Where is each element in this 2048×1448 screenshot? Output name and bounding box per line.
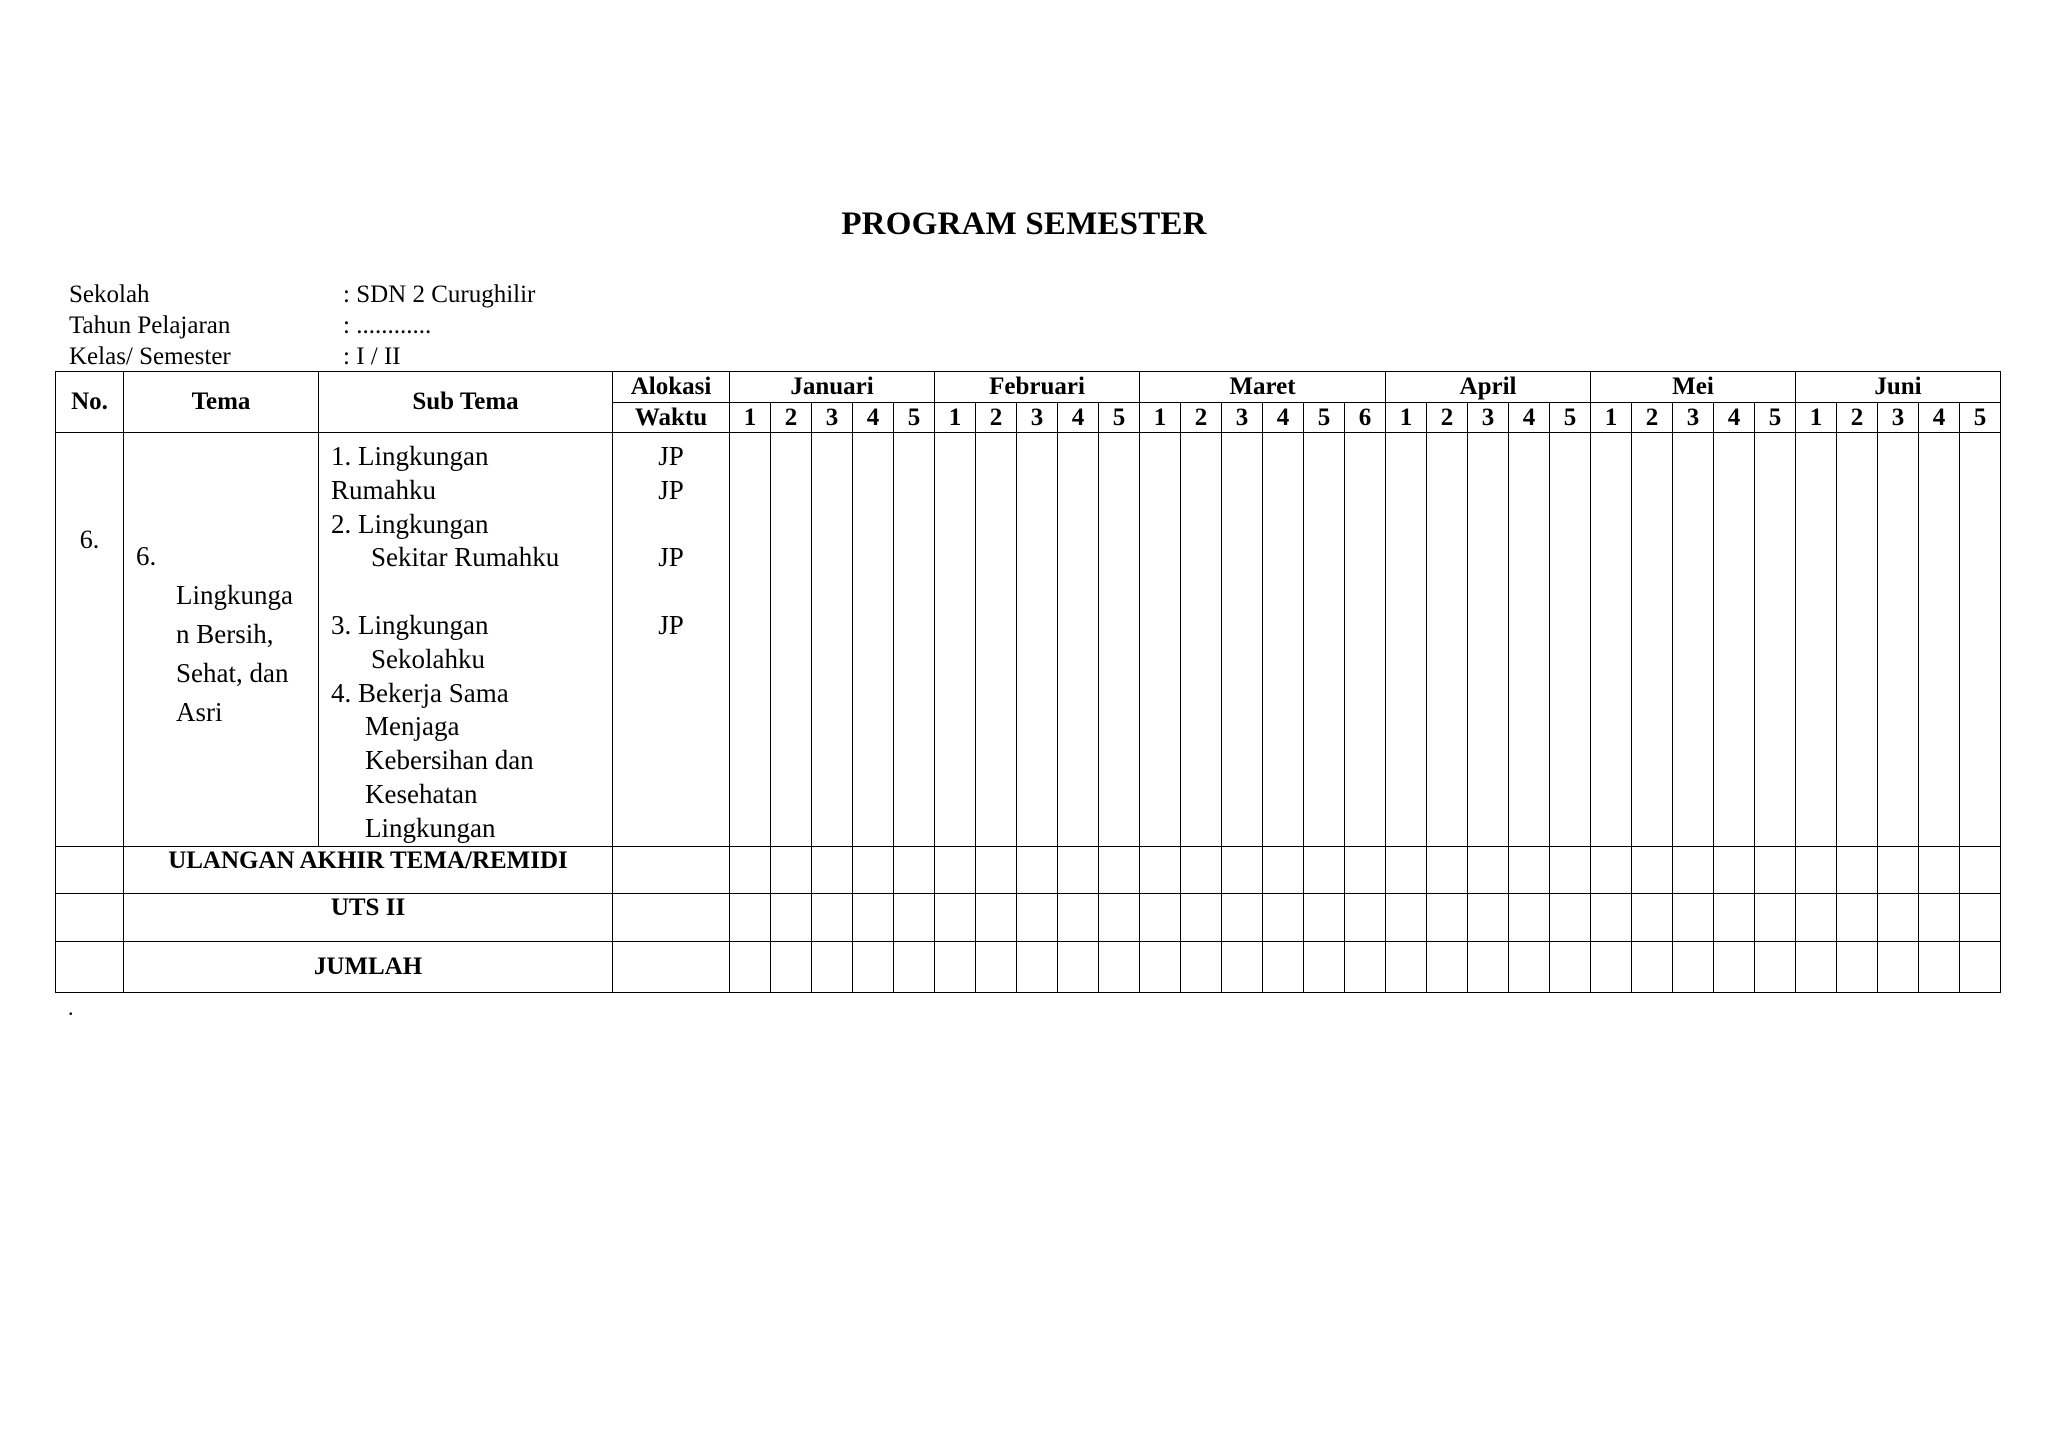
week-number: 6	[1345, 403, 1386, 433]
empty-cell	[613, 893, 730, 941]
week-cell[interactable]	[853, 941, 894, 992]
week-number: 3	[1878, 403, 1919, 433]
week-cell[interactable]	[1796, 893, 1837, 941]
week-number: 1	[1796, 403, 1837, 433]
sub-theme-cell	[319, 433, 613, 847]
header-sub-tema: Sub Tema	[319, 372, 613, 433]
week-cell[interactable]	[935, 893, 976, 941]
week-cell[interactable]	[976, 846, 1017, 893]
info-label: Kelas/ Semester	[69, 343, 231, 370]
week-cell[interactable]	[1427, 846, 1468, 893]
week-cell[interactable]	[1345, 433, 1386, 847]
week-cell[interactable]	[1222, 433, 1263, 847]
week-cell[interactable]	[853, 433, 894, 847]
sub-theme-line: 3. Lingkungan	[331, 609, 489, 640]
week-cell[interactable]	[894, 433, 935, 847]
week-cell[interactable]	[1632, 846, 1673, 893]
header-month: Maret	[1140, 372, 1386, 403]
summary-label: JUMLAH	[124, 941, 613, 992]
empty-cell	[613, 941, 730, 992]
week-cell[interactable]	[1960, 941, 2001, 992]
row-number: 6.	[56, 433, 124, 847]
week-cell[interactable]	[1632, 433, 1673, 847]
week-cell[interactable]	[935, 433, 976, 847]
week-cell[interactable]	[1919, 846, 1960, 893]
empty-cell	[56, 846, 124, 893]
week-number: 4	[1509, 403, 1550, 433]
theme-line: n Bersih,	[176, 619, 274, 649]
theme-line: Asri	[176, 697, 223, 727]
week-cell[interactable]	[1591, 893, 1632, 941]
week-number: 3	[1017, 403, 1058, 433]
week-number: 4	[1058, 403, 1099, 433]
week-number: 2	[1181, 403, 1222, 433]
info-value: : SDN 2 Curughilir	[343, 281, 536, 308]
week-cell[interactable]	[1058, 941, 1099, 992]
school-info	[69, 279, 535, 372]
week-cell[interactable]	[771, 433, 812, 847]
week-cell[interactable]	[1468, 941, 1509, 992]
week-cell[interactable]	[812, 433, 853, 847]
week-cell[interactable]	[1140, 941, 1181, 992]
week-cell[interactable]	[771, 846, 812, 893]
summary-label: ULANGAN AKHIR TEMA/REMIDI	[124, 846, 613, 893]
week-cell[interactable]	[1345, 893, 1386, 941]
week-cell[interactable]	[812, 893, 853, 941]
week-cell[interactable]	[1058, 433, 1099, 847]
week-cell[interactable]	[1714, 941, 1755, 992]
summary-label: UTS II	[124, 893, 613, 941]
week-cell[interactable]	[1017, 893, 1058, 941]
jp-value: JP	[658, 542, 684, 573]
week-number: 3	[812, 403, 853, 433]
week-number: 5	[1550, 403, 1591, 433]
week-number: 2	[1427, 403, 1468, 433]
week-cell[interactable]	[1509, 846, 1550, 893]
week-cell[interactable]	[1304, 941, 1345, 992]
sub-theme-line: Kebersihan dan	[365, 745, 534, 776]
week-cell[interactable]	[894, 893, 935, 941]
week-cell[interactable]	[1837, 893, 1878, 941]
week-cell[interactable]	[1058, 893, 1099, 941]
week-cell[interactable]	[976, 893, 1017, 941]
week-cell[interactable]	[853, 893, 894, 941]
week-cell[interactable]	[1714, 433, 1755, 847]
week-cell[interactable]	[935, 941, 976, 992]
week-cell[interactable]	[1550, 846, 1591, 893]
info-value: : ............	[343, 312, 432, 339]
week-cell[interactable]	[1755, 433, 1796, 847]
week-cell[interactable]	[1427, 433, 1468, 847]
week-number: 1	[1591, 403, 1632, 433]
week-cell[interactable]	[1222, 846, 1263, 893]
week-cell[interactable]	[1181, 846, 1222, 893]
week-cell[interactable]	[1878, 846, 1919, 893]
week-cell[interactable]	[1755, 846, 1796, 893]
sub-theme-line: Sekitar Rumahku	[371, 542, 560, 573]
week-cell[interactable]	[1058, 846, 1099, 893]
week-number: 2	[771, 403, 812, 433]
week-cell[interactable]	[1960, 846, 2001, 893]
header-month: Januari	[730, 372, 935, 403]
week-cell[interactable]	[1632, 893, 1673, 941]
week-cell[interactable]	[1714, 846, 1755, 893]
header-month: Juni	[1796, 372, 2001, 403]
week-cell[interactable]	[730, 893, 771, 941]
week-number: 3	[1468, 403, 1509, 433]
week-cell[interactable]	[1960, 433, 2001, 847]
week-cell[interactable]	[1509, 893, 1550, 941]
week-cell[interactable]	[1673, 846, 1714, 893]
week-cell[interactable]	[812, 846, 853, 893]
sub-theme-line: 4. Bekerja Sama	[331, 677, 509, 708]
week-cell[interactable]	[1427, 893, 1468, 941]
week-number: 5	[1099, 403, 1140, 433]
week-cell[interactable]	[1837, 846, 1878, 893]
week-cell[interactable]	[1673, 941, 1714, 992]
week-cell[interactable]	[1263, 941, 1304, 992]
week-number: 1	[935, 403, 976, 433]
theme-number: 6.	[136, 541, 157, 571]
week-cell[interactable]	[1673, 433, 1714, 847]
week-cell[interactable]	[1673, 893, 1714, 941]
info-row-school	[69, 279, 535, 310]
week-cell[interactable]	[1181, 941, 1222, 992]
footnote-dot: .	[68, 995, 74, 1020]
empty-cell	[56, 893, 124, 941]
week-number: 3	[1222, 403, 1263, 433]
week-cell[interactable]	[1386, 941, 1427, 992]
week-cell[interactable]	[1386, 846, 1427, 893]
week-cell[interactable]	[1796, 433, 1837, 847]
week-cell[interactable]	[1468, 433, 1509, 847]
header-month: April	[1386, 372, 1591, 403]
header-month: Mei	[1591, 372, 1796, 403]
week-number: 4	[1714, 403, 1755, 433]
week-number: 4	[1919, 403, 1960, 433]
week-cell[interactable]	[1140, 846, 1181, 893]
theme-line: Sehat, dan	[176, 658, 289, 688]
week-cell[interactable]	[1017, 941, 1058, 992]
week-number: 5	[1304, 403, 1345, 433]
week-cell[interactable]	[1181, 433, 1222, 847]
week-cell[interactable]	[1099, 846, 1140, 893]
week-cell[interactable]	[1099, 941, 1140, 992]
theme-line: Lingkunga	[176, 580, 293, 610]
week-cell[interactable]	[812, 941, 853, 992]
week-cell[interactable]	[1304, 846, 1345, 893]
theme-row	[56, 433, 2001, 847]
week-cell[interactable]	[1632, 941, 1673, 992]
week-cell[interactable]	[1468, 893, 1509, 941]
header-tema: Tema	[124, 372, 319, 433]
jp-spacer	[613, 508, 729, 542]
week-number: 3	[1673, 403, 1714, 433]
jp-value: JP	[658, 474, 684, 505]
info-value: : I / II	[343, 343, 401, 370]
week-cell[interactable]	[1591, 433, 1632, 847]
header-month: Februari	[935, 372, 1140, 403]
jp-value: JP	[658, 609, 684, 640]
sub-theme-line: Lingkungan	[365, 812, 496, 843]
page-title: PROGRAM SEMESTER	[841, 206, 1207, 242]
week-number: 4	[853, 403, 894, 433]
week-cell[interactable]	[1550, 893, 1591, 941]
summary-row	[56, 846, 2001, 893]
week-cell[interactable]	[1099, 893, 1140, 941]
week-number: 5	[1960, 403, 2001, 433]
week-cell[interactable]	[1878, 893, 1919, 941]
week-cell[interactable]	[976, 433, 1017, 847]
week-cell[interactable]	[1919, 893, 1960, 941]
info-row-year	[69, 310, 535, 341]
summary-row	[56, 893, 2001, 941]
week-cell[interactable]	[1509, 433, 1550, 847]
week-number: 1	[1386, 403, 1427, 433]
info-row-class	[69, 341, 535, 372]
week-cell[interactable]	[1509, 941, 1550, 992]
week-cell[interactable]	[1386, 893, 1427, 941]
week-cell[interactable]	[1222, 893, 1263, 941]
week-cell[interactable]	[1140, 893, 1181, 941]
week-cell[interactable]	[1796, 846, 1837, 893]
info-label: Sekolah	[69, 281, 150, 308]
week-cell[interactable]	[1427, 941, 1468, 992]
week-cell[interactable]	[730, 846, 771, 893]
week-cell[interactable]	[1181, 893, 1222, 941]
week-cell[interactable]	[1140, 433, 1181, 847]
week-number: 5	[1755, 403, 1796, 433]
header-alokasi: Alokasi	[613, 372, 730, 403]
week-number: 4	[1263, 403, 1304, 433]
week-number: 1	[730, 403, 771, 433]
sub-theme-line: Rumahku	[331, 474, 436, 505]
week-cell[interactable]	[1386, 433, 1427, 847]
week-cell[interactable]	[1222, 941, 1263, 992]
week-cell[interactable]	[1591, 941, 1632, 992]
summary-row	[56, 941, 2001, 992]
week-cell[interactable]	[1345, 941, 1386, 992]
week-cell[interactable]	[1837, 941, 1878, 992]
semester-program-table	[55, 371, 2001, 993]
week-cell[interactable]	[1263, 893, 1304, 941]
week-cell[interactable]	[976, 941, 1017, 992]
week-cell[interactable]	[1550, 941, 1591, 992]
week-number: 2	[976, 403, 1017, 433]
sub-theme-line: Menjaga	[365, 711, 460, 742]
week-cell[interactable]	[853, 846, 894, 893]
week-cell[interactable]	[1919, 433, 1960, 847]
week-cell[interactable]	[1878, 433, 1919, 847]
sub-theme-line: 1. Lingkungan	[331, 441, 489, 471]
theme-cell	[124, 433, 319, 847]
week-cell[interactable]	[1714, 893, 1755, 941]
header-no: No.	[56, 372, 124, 433]
header-waktu: Waktu	[613, 403, 730, 433]
week-cell[interactable]	[730, 433, 771, 847]
empty-cell	[56, 941, 124, 992]
sub-theme-line: Sekolahku	[371, 643, 485, 674]
week-cell[interactable]	[1345, 846, 1386, 893]
week-cell[interactable]	[1304, 893, 1345, 941]
week-cell[interactable]	[1263, 846, 1304, 893]
allocation-cell	[613, 433, 730, 847]
week-number: 1	[1140, 403, 1181, 433]
week-cell[interactable]	[771, 893, 812, 941]
week-cell[interactable]	[894, 846, 935, 893]
week-cell[interactable]	[1304, 433, 1345, 847]
week-number: 5	[894, 403, 935, 433]
sub-theme-spacer	[331, 575, 612, 609]
week-cell[interactable]	[771, 941, 812, 992]
week-cell[interactable]	[1755, 941, 1796, 992]
week-cell[interactable]	[1796, 941, 1837, 992]
sub-theme-line: 2. Lingkungan	[331, 508, 489, 539]
week-cell[interactable]	[935, 846, 976, 893]
week-cell[interactable]	[1017, 433, 1058, 847]
week-cell[interactable]	[1550, 433, 1591, 847]
week-cell[interactable]	[1960, 893, 2001, 941]
jp-spacer	[613, 575, 729, 609]
week-cell[interactable]	[1919, 941, 1960, 992]
week-cell[interactable]	[1837, 433, 1878, 847]
week-cell[interactable]	[894, 941, 935, 992]
sub-theme-line: Kesehatan	[365, 778, 478, 809]
week-cell[interactable]	[1099, 433, 1140, 847]
week-cell[interactable]	[1591, 846, 1632, 893]
week-cell[interactable]	[1755, 893, 1796, 941]
jp-value: JP	[658, 441, 684, 471]
week-number: 2	[1632, 403, 1673, 433]
info-label: Tahun Pelajaran	[69, 312, 231, 339]
week-cell[interactable]	[1468, 846, 1509, 893]
week-cell[interactable]	[1017, 846, 1058, 893]
week-number: 2	[1837, 403, 1878, 433]
week-cell[interactable]	[1878, 941, 1919, 992]
empty-cell	[613, 846, 730, 893]
week-cell[interactable]	[1263, 433, 1304, 847]
week-cell[interactable]	[730, 941, 771, 992]
